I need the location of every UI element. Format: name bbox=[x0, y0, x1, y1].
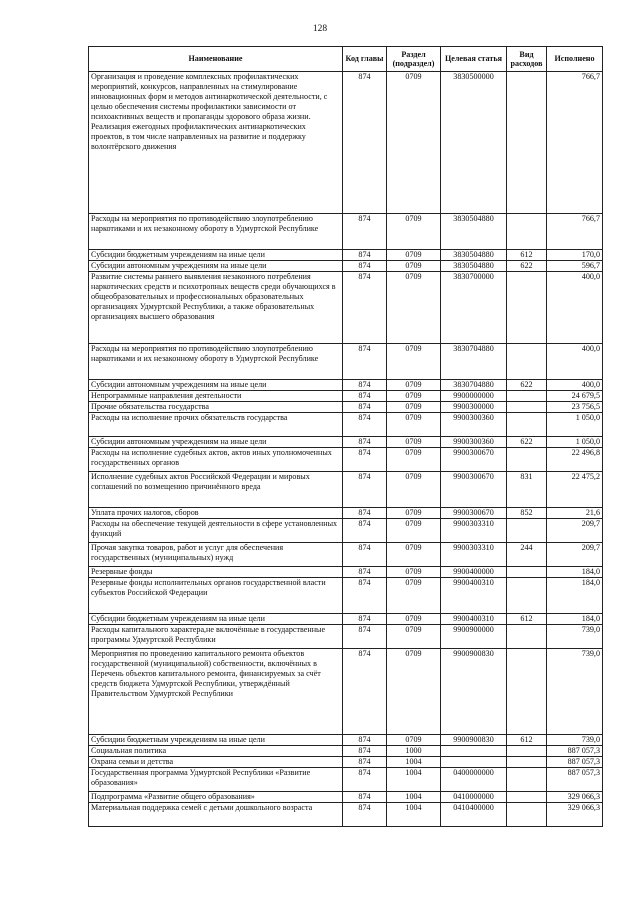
cell-section: 1004 bbox=[387, 792, 441, 803]
cell-type bbox=[507, 578, 547, 614]
table-row bbox=[89, 567, 603, 578]
cell-amount: 1 050,0 bbox=[547, 437, 603, 448]
table-row bbox=[89, 380, 603, 391]
table-row bbox=[89, 272, 603, 344]
cell-code: 874 bbox=[343, 272, 387, 344]
cell-name: Резервные фонды bbox=[89, 567, 343, 578]
cell-name: Прочая закупка товаров, работ и услуг для обеспечения государственных (муниципальных) нужд bbox=[89, 543, 343, 567]
table-row bbox=[89, 757, 603, 768]
cell-type bbox=[507, 402, 547, 413]
cell-amount: 887 057,3 bbox=[547, 757, 603, 768]
cell-name: Непрограммные направления деятельности bbox=[89, 391, 343, 402]
cell-section: 0709 bbox=[387, 380, 441, 391]
cell-amount: 400,0 bbox=[547, 272, 603, 344]
cell-name: Охрана семьи и детства bbox=[89, 757, 343, 768]
cell-amount: 22 496,8 bbox=[547, 448, 603, 472]
cell-name: Резервные фонды исполнительных органов государственной власти субъектов Российской Федерации bbox=[89, 578, 343, 614]
cell-name: Расходы на мероприятия по противодействию злоупотреблению наркотиками и их незаконному обороту в Удмуртской Республике bbox=[89, 214, 343, 250]
cell-code: 874 bbox=[343, 413, 387, 437]
table-row bbox=[89, 402, 603, 413]
cell-code: 874 bbox=[343, 72, 387, 214]
cell-amount: 596,7 bbox=[547, 261, 603, 272]
table-row bbox=[89, 448, 603, 472]
cell-type bbox=[507, 214, 547, 250]
cell-amount: 184,0 bbox=[547, 567, 603, 578]
cell-name: Субсидии бюджетным учреждениям на иные цели bbox=[89, 735, 343, 746]
cell-amount: 766,7 bbox=[547, 72, 603, 214]
cell-name: Развитие системы раннего выявления незаконного потребления наркотических средств и психотропных веществ среди обучающихся в общеобразовательных и профессиональных образовательных организациях Удмуртской Республики, а также образовательных организациях высшего образования bbox=[89, 272, 343, 344]
cell-amount: 329 066,3 bbox=[547, 792, 603, 803]
cell-type bbox=[507, 757, 547, 768]
cell-code: 874 bbox=[343, 543, 387, 567]
cell-amount: 766,7 bbox=[547, 214, 603, 250]
cell-type: 612 bbox=[507, 250, 547, 261]
cell-section: 0709 bbox=[387, 261, 441, 272]
cell-amount: 329 066,3 bbox=[547, 803, 603, 827]
cell-code: 874 bbox=[343, 250, 387, 261]
cell-code: 874 bbox=[343, 746, 387, 757]
cell-amount: 739,0 bbox=[547, 649, 603, 735]
table-row bbox=[89, 472, 603, 508]
cell-code: 874 bbox=[343, 519, 387, 543]
cell-section: 0709 bbox=[387, 519, 441, 543]
cell-section: 1004 bbox=[387, 768, 441, 792]
table-row bbox=[89, 735, 603, 746]
cell-name: Исполнение судебных актов Российской Федерации и мировых соглашений по возмещению причинённого вреда bbox=[89, 472, 343, 508]
cell-target: 3830500000 bbox=[441, 72, 507, 214]
cell-section: 0709 bbox=[387, 402, 441, 413]
cell-name: Субсидии бюджетным учреждениям на иные цели bbox=[89, 250, 343, 261]
cell-type: 612 bbox=[507, 614, 547, 625]
cell-amount: 887 057,3 bbox=[547, 768, 603, 792]
cell-name: Расходы на исполнение судебных актов, актов иных уполномоченных государственных органов bbox=[89, 448, 343, 472]
cell-target: 0400000000 bbox=[441, 768, 507, 792]
table-row bbox=[89, 792, 603, 803]
cell-target: 0410400000 bbox=[441, 803, 507, 827]
table-row bbox=[89, 625, 603, 649]
cell-section: 0709 bbox=[387, 272, 441, 344]
cell-target: 9900300000 bbox=[441, 402, 507, 413]
table-row bbox=[89, 614, 603, 625]
table-row bbox=[89, 519, 603, 543]
cell-type: 831 bbox=[507, 472, 547, 508]
cell-amount: 887 057,3 bbox=[547, 746, 603, 757]
cell-section: 0709 bbox=[387, 344, 441, 380]
header-name: Наименование bbox=[89, 47, 343, 72]
cell-target: 9900900000 bbox=[441, 625, 507, 649]
cell-type bbox=[507, 803, 547, 827]
cell-section: 0709 bbox=[387, 614, 441, 625]
cell-type bbox=[507, 391, 547, 402]
cell-name: Расходы на обеспечение текущей деятельности в сфере установленных функций bbox=[89, 519, 343, 543]
cell-amount: 170,0 bbox=[547, 250, 603, 261]
cell-code: 874 bbox=[343, 261, 387, 272]
cell-name: Социальная политика bbox=[89, 746, 343, 757]
cell-type bbox=[507, 625, 547, 649]
cell-target: 9900900830 bbox=[441, 649, 507, 735]
cell-code: 874 bbox=[343, 472, 387, 508]
cell-amount: 22 475,2 bbox=[547, 472, 603, 508]
cell-type bbox=[507, 567, 547, 578]
cell-name: Организация и проведение комплексных профилактических мероприятий, конкурсов, направленных на стимулирование инновационных форм и методов антинаркотической деятельности, с целью обеспечения системы профилактики зависимости от психоактивных веществ и пропаганды здорового образа жизни. Реализация ежегодных профилактических антинаркотических проектов, в том числе направленных на развитие и поддержку волонтёрского движения bbox=[89, 72, 343, 214]
cell-type: 622 bbox=[507, 380, 547, 391]
cell-section: 0709 bbox=[387, 508, 441, 519]
header-code: Код главы bbox=[343, 47, 387, 72]
cell-amount: 24 679,5 bbox=[547, 391, 603, 402]
header-section: Раздел (подраздел) bbox=[387, 47, 441, 72]
cell-amount: 1 050,0 bbox=[547, 413, 603, 437]
cell-section: 0709 bbox=[387, 214, 441, 250]
cell-code: 874 bbox=[343, 344, 387, 380]
table-row bbox=[89, 413, 603, 437]
cell-code: 874 bbox=[343, 803, 387, 827]
cell-amount: 21,6 bbox=[547, 508, 603, 519]
cell-target: 9900400000 bbox=[441, 567, 507, 578]
table-row bbox=[89, 261, 603, 272]
cell-type bbox=[507, 344, 547, 380]
cell-type bbox=[507, 72, 547, 214]
cell-code: 874 bbox=[343, 625, 387, 649]
cell-section: 1004 bbox=[387, 803, 441, 827]
cell-name: Расходы на мероприятия по противодействию злоупотреблению наркотиками и их незаконному обороту в Удмуртской Республике bbox=[89, 344, 343, 380]
cell-type bbox=[507, 519, 547, 543]
cell-amount: 184,0 bbox=[547, 614, 603, 625]
cell-section: 0709 bbox=[387, 543, 441, 567]
cell-amount: 209,7 bbox=[547, 519, 603, 543]
cell-section: 0709 bbox=[387, 437, 441, 448]
cell-target: 3830704880 bbox=[441, 344, 507, 380]
table-row bbox=[89, 768, 603, 792]
cell-target: 9900303310 bbox=[441, 519, 507, 543]
cell-target: 3830704880 bbox=[441, 380, 507, 391]
cell-section: 0709 bbox=[387, 649, 441, 735]
cell-type: 622 bbox=[507, 437, 547, 448]
cell-target: 9900400310 bbox=[441, 578, 507, 614]
table-row bbox=[89, 649, 603, 735]
cell-target bbox=[441, 746, 507, 757]
cell-section: 0709 bbox=[387, 391, 441, 402]
cell-name: Субсидии автономным учреждениям на иные цели bbox=[89, 261, 343, 272]
cell-target: 9900000000 bbox=[441, 391, 507, 402]
cell-code: 874 bbox=[343, 757, 387, 768]
cell-type: 622 bbox=[507, 261, 547, 272]
cell-type: 244 bbox=[507, 543, 547, 567]
cell-name: Прочие обязательства государства bbox=[89, 402, 343, 413]
cell-code: 874 bbox=[343, 380, 387, 391]
table-row bbox=[89, 543, 603, 567]
cell-target: 3830504880 bbox=[441, 250, 507, 261]
cell-target: 3830504880 bbox=[441, 261, 507, 272]
cell-name: Субсидии автономным учреждениям на иные цели bbox=[89, 437, 343, 448]
cell-section: 0709 bbox=[387, 472, 441, 508]
cell-name: Мероприятия по проведению капитального ремонта объектов государственной (муниципальной) собственности, включённых в Перечень объектов капитального ремонта, финансируемых за счёт средств бюджета Удмуртской Республики, утверждённый Правительством Удмуртской Республики bbox=[89, 649, 343, 735]
cell-target: 0410000000 bbox=[441, 792, 507, 803]
cell-type bbox=[507, 413, 547, 437]
cell-amount: 400,0 bbox=[547, 344, 603, 380]
cell-target: 9900900830 bbox=[441, 735, 507, 746]
cell-name: Государственная программа Удмуртской Республики «Развитие образования» bbox=[89, 768, 343, 792]
cell-amount: 739,0 bbox=[547, 735, 603, 746]
cell-section: 0709 bbox=[387, 625, 441, 649]
cell-code: 874 bbox=[343, 735, 387, 746]
cell-code: 874 bbox=[343, 649, 387, 735]
table-row bbox=[89, 250, 603, 261]
cell-section: 1004 bbox=[387, 757, 441, 768]
cell-code: 874 bbox=[343, 792, 387, 803]
cell-name: Материальная поддержка семей с детьми дошкольного возраста bbox=[89, 803, 343, 827]
cell-target: 3830700000 bbox=[441, 272, 507, 344]
table-row bbox=[89, 508, 603, 519]
cell-name: Уплата прочих налогов, сборов bbox=[89, 508, 343, 519]
cell-name: Подпрограмма «Развитие общего образования» bbox=[89, 792, 343, 803]
cell-type bbox=[507, 649, 547, 735]
page-number: 128 bbox=[312, 24, 328, 34]
cell-type: 852 bbox=[507, 508, 547, 519]
cell-amount: 209,7 bbox=[547, 543, 603, 567]
cell-target bbox=[441, 757, 507, 768]
cell-name: Субсидии автономным учреждениям на иные цели bbox=[89, 380, 343, 391]
table-row bbox=[89, 344, 603, 380]
cell-code: 874 bbox=[343, 508, 387, 519]
cell-target: 9900300670 bbox=[441, 472, 507, 508]
cell-target: 9900300670 bbox=[441, 508, 507, 519]
cell-section: 0709 bbox=[387, 735, 441, 746]
cell-target: 9900300360 bbox=[441, 413, 507, 437]
table-header-row bbox=[89, 47, 603, 72]
cell-type: 612 bbox=[507, 735, 547, 746]
cell-target: 3830504880 bbox=[441, 214, 507, 250]
cell-code: 874 bbox=[343, 391, 387, 402]
cell-type bbox=[507, 272, 547, 344]
cell-code: 874 bbox=[343, 578, 387, 614]
table-row bbox=[89, 72, 603, 214]
cell-amount: 184,0 bbox=[547, 578, 603, 614]
cell-amount: 23 756,5 bbox=[547, 402, 603, 413]
cell-amount: 739,0 bbox=[547, 625, 603, 649]
cell-section: 0709 bbox=[387, 413, 441, 437]
table-row bbox=[89, 391, 603, 402]
cell-section: 0709 bbox=[387, 567, 441, 578]
cell-type bbox=[507, 768, 547, 792]
cell-target: 9900400310 bbox=[441, 614, 507, 625]
cell-code: 874 bbox=[343, 768, 387, 792]
cell-code: 874 bbox=[343, 448, 387, 472]
cell-code: 874 bbox=[343, 402, 387, 413]
table-row bbox=[89, 746, 603, 757]
cell-type bbox=[507, 746, 547, 757]
cell-target: 9900300670 bbox=[441, 448, 507, 472]
cell-target: 9900303310 bbox=[441, 543, 507, 567]
cell-amount: 400,0 bbox=[547, 380, 603, 391]
cell-name: Субсидии бюджетным учреждениям на иные цели bbox=[89, 614, 343, 625]
cell-section: 1000 bbox=[387, 746, 441, 757]
cell-target: 9900300360 bbox=[441, 437, 507, 448]
header-target: Целевая статья bbox=[441, 47, 507, 72]
header-type: Вид расходов bbox=[507, 47, 547, 72]
cell-section: 0709 bbox=[387, 250, 441, 261]
cell-code: 874 bbox=[343, 437, 387, 448]
header-amount: Исполнено bbox=[547, 47, 603, 72]
cell-section: 0709 bbox=[387, 72, 441, 214]
cell-code: 874 bbox=[343, 567, 387, 578]
cell-code: 874 bbox=[343, 614, 387, 625]
cell-name: Расходы на исполнение прочих обязательств государства bbox=[89, 413, 343, 437]
cell-name: Расходы капитального характера,не включённые в государственные программы Удмуртской Республики bbox=[89, 625, 343, 649]
table-row bbox=[89, 214, 603, 250]
cell-section: 0709 bbox=[387, 448, 441, 472]
table-row bbox=[89, 578, 603, 614]
cell-type bbox=[507, 792, 547, 803]
table-row bbox=[89, 803, 603, 827]
table-row bbox=[89, 437, 603, 448]
expenditure-table bbox=[88, 46, 603, 827]
cell-code: 874 bbox=[343, 214, 387, 250]
cell-section: 0709 bbox=[387, 578, 441, 614]
cell-type bbox=[507, 448, 547, 472]
